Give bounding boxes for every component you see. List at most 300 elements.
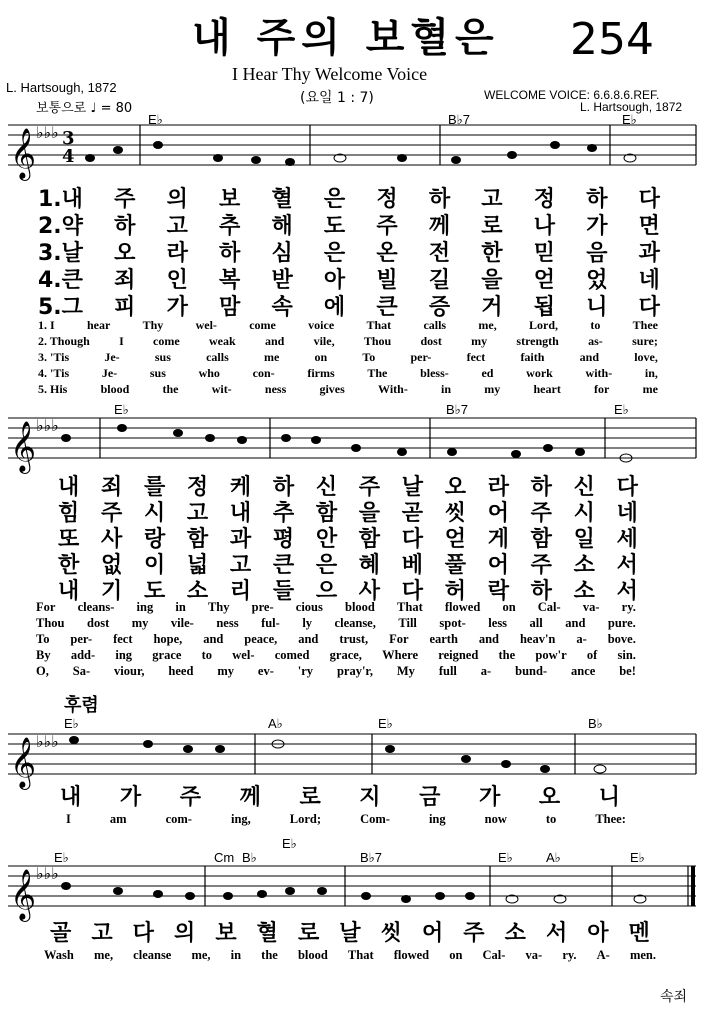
lyric-syllable: am — [109, 812, 127, 826]
lyric-syllable: sure; — [632, 334, 658, 348]
lyric-syllable: 허 — [444, 579, 466, 604]
lyric-syllable: 가 — [479, 785, 501, 810]
chord-symbol: Cm — [214, 850, 235, 865]
lyric-syllable: the — [498, 648, 516, 662]
lyric-syllable: 아 — [323, 268, 346, 293]
lyric-syllable: my — [484, 382, 501, 396]
lyric-syllable: strength — [516, 334, 559, 348]
lyric-syllable: 됩 — [533, 295, 555, 320]
english-verse-line — [38, 366, 658, 381]
lyric-syllable: and — [565, 616, 586, 630]
lyric-syllable: work — [526, 366, 553, 380]
lyric-syllable: con- — [252, 366, 275, 380]
lyric-syllable: 빌 — [376, 268, 398, 293]
lyric-syllable: add- — [70, 648, 96, 662]
lyric-syllable: 함 — [530, 527, 552, 552]
lyric-syllable: on — [314, 350, 328, 364]
lyric-syllable: 음 — [586, 241, 608, 266]
lyric-syllable: and — [298, 632, 319, 646]
lyric-syllable: 하 — [428, 187, 451, 212]
english-title: I Hear Thy Welcome Voice — [232, 64, 428, 84]
lyric-syllable: Lord, — [529, 318, 559, 332]
lyric-syllable: 소 — [186, 579, 209, 604]
svg-text:4: 4 — [62, 146, 75, 167]
lyric-syllable: 은 — [323, 187, 346, 212]
lyric-syllable: ing, — [230, 812, 251, 826]
lyric-syllable: The — [367, 366, 388, 380]
lyric-syllable: to — [201, 648, 213, 662]
chord-symbol: E♭ — [614, 402, 629, 417]
svg-text:𝄞: 𝄞 — [10, 737, 37, 788]
refrain-label: 후렴 — [64, 695, 99, 716]
chord-symbol: E♭ — [114, 402, 129, 417]
lyric-syllable: 가 — [166, 295, 188, 320]
chord-symbol: E♭ — [622, 112, 637, 127]
lyric-syllable: 정 — [186, 475, 209, 500]
lyric-syllable: per- — [410, 350, 432, 364]
lyric-syllable: 함 — [358, 527, 381, 552]
final-english-line — [44, 948, 656, 963]
composer-credit: L. Hartsough, 1872 — [580, 100, 683, 114]
lyric-syllable: 멘 — [628, 921, 650, 946]
lyric-syllable: Lord; — [289, 812, 322, 826]
lyric-syllable: 께 — [428, 214, 451, 239]
lyric-syllable: 날 — [401, 475, 424, 500]
lyric-syllable: 오 — [114, 241, 136, 266]
lyric-syllable: 사 — [358, 579, 381, 604]
svg-text:♭♭♭: ♭♭♭ — [36, 864, 59, 883]
lyric-syllable: grace, — [329, 648, 362, 662]
lyric-syllable: 랑 — [143, 527, 166, 552]
chord-symbol: B♭ — [242, 850, 257, 865]
lyric-syllable: blood — [100, 382, 130, 396]
lyric-syllable: and — [203, 632, 224, 646]
chord-symbol: B♭7 — [446, 402, 469, 417]
lyric-syllable: firms — [307, 366, 335, 380]
lyric-syllable: ry. — [562, 948, 577, 962]
lyric-syllable: 주 — [376, 214, 398, 239]
hymn-number: 254 — [570, 14, 654, 65]
lyric-syllable: 가 — [119, 785, 142, 810]
lyric-syllable: 이 — [143, 553, 166, 578]
lyric-syllable: bove. — [607, 632, 636, 646]
lyric-syllable: 주 — [358, 475, 381, 500]
lyric-syllable: pre- — [251, 600, 274, 614]
english-verse-line — [38, 334, 658, 349]
lyric-syllable: By — [36, 648, 51, 662]
lyric-syllable: 내 — [58, 579, 80, 604]
lyric-syllable: 을 — [358, 501, 381, 526]
lyric-syllable: comed — [274, 648, 310, 662]
lyric-syllable: blood — [345, 600, 375, 614]
lyric-syllable: 씻 — [380, 921, 402, 946]
lyric-syllable: 받 — [271, 268, 293, 293]
lyric-syllable: ness — [264, 382, 287, 396]
lyric-syllable: me — [642, 382, 658, 396]
lyric-syllable: 한 — [481, 241, 503, 266]
lyric-syllable: ev- — [257, 664, 274, 678]
lyric-syllable: Till — [398, 616, 417, 630]
lyric-syllable: 서 — [545, 921, 568, 946]
svg-text:𝄞: 𝄞 — [10, 421, 37, 472]
lyric-syllable: 풀 — [444, 553, 466, 578]
lyric-syllable: faith — [520, 350, 545, 364]
lyric-syllable: 지 — [359, 785, 381, 810]
english-verse-line — [38, 350, 658, 365]
chord-symbol: B♭ — [588, 716, 603, 731]
lyric-syllable: 혈 — [271, 187, 293, 212]
scripture-reference: (요일 1 : 7) — [300, 90, 374, 106]
lyric-syllable: on — [502, 600, 516, 614]
lyric-syllable: 고 — [166, 214, 188, 239]
lyric-syllable: heed — [168, 664, 194, 678]
lyric-syllable: 곧 — [401, 501, 424, 526]
lyric-syllable: 하 — [530, 475, 552, 500]
lyric-syllable: ful- — [261, 616, 280, 630]
lyric-syllable: 나 — [533, 214, 555, 239]
lyric-syllable: 시 — [573, 501, 595, 526]
lyric-syllable: Com- — [360, 812, 390, 826]
lyric-syllable: 소 — [504, 921, 526, 946]
lyric-syllable: 은 — [315, 553, 338, 578]
lyric-syllable: voice — [308, 318, 335, 332]
lyric-syllable: flowed — [393, 948, 430, 962]
english-verse-line — [36, 664, 636, 679]
lyric-syllable: calls — [206, 350, 229, 364]
lyric-syllable: me, — [93, 948, 114, 962]
lyric-syllable: ness — [216, 616, 239, 630]
lyric-syllable: 니 — [586, 295, 608, 320]
lyric-syllable: blood — [297, 948, 328, 962]
lyric-syllable: pow'r — [535, 648, 567, 662]
lyric-syllable: love, — [634, 350, 658, 364]
lyric-syllable: 오 — [444, 475, 466, 500]
english-verse-line — [38, 382, 658, 397]
lyric-syllable: heart — [533, 382, 561, 396]
lyric-syllable: 길 — [428, 268, 451, 293]
lyric-syllable: Cal- — [537, 600, 561, 614]
lyric-syllable: to — [545, 812, 557, 826]
lyric-syllable: 또 — [58, 527, 80, 552]
lyric-syllable: be! — [619, 664, 636, 678]
staff-system-3 — [8, 734, 696, 774]
lyric-syllable: less — [488, 616, 508, 630]
lyric-syllable: 1.내 — [38, 187, 83, 212]
lyric-syllable: 정 — [376, 187, 398, 212]
lyric-syllable: in, — [644, 366, 658, 380]
lyric-syllable: men. — [629, 948, 656, 962]
tempo-label: 보통으로 — [36, 101, 87, 116]
lyric-syllable: 다 — [132, 921, 154, 946]
lyric-syllable: 케 — [229, 475, 252, 500]
lyric-syllable: 죄 — [100, 475, 123, 500]
lyric-syllable: 하 — [530, 579, 552, 604]
refrain-korean-line — [60, 780, 620, 811]
lyric-syllable: 4. 'Tis — [38, 366, 70, 380]
chord-symbol: E♭ — [282, 836, 297, 851]
lyric-syllable: 어 — [487, 501, 509, 526]
lyric-syllable: 안 — [315, 527, 338, 552]
lyric-syllable: 다 — [401, 579, 424, 604]
lyric-syllable: ly — [302, 616, 313, 630]
lyric-syllable: who — [198, 366, 220, 380]
lyric-syllable: 서 — [616, 553, 638, 578]
chord-symbol: A♭ — [546, 850, 561, 865]
lyric-syllable: 추 — [219, 214, 241, 239]
lyric-syllable: 고 — [91, 921, 113, 946]
lyric-syllable: flowed — [444, 600, 481, 614]
lyric-syllable: 오 — [538, 785, 561, 810]
refrain-english-line — [66, 812, 626, 827]
lyric-syllable: vile, — [313, 334, 335, 348]
lyric-syllable: 죄 — [114, 268, 136, 293]
lyric-syllable: 으 — [315, 579, 338, 604]
lyric-syllable: ing — [115, 648, 133, 662]
lyric-syllable: to — [590, 318, 601, 332]
lyric-syllable: 주 — [463, 921, 485, 946]
lyric-syllable: 'ry — [297, 664, 314, 678]
svg-text:𝄞: 𝄞 — [10, 869, 37, 920]
lyric-syllable: with- — [585, 366, 613, 380]
lyric-syllable: 신 — [315, 475, 338, 500]
lyric-syllable: O, — [36, 664, 49, 678]
lyric-syllable: 라 — [166, 241, 188, 266]
lyric-syllable: With- — [378, 382, 408, 396]
lyric-syllable: come — [153, 334, 180, 348]
lyric-syllable: spot- — [439, 616, 466, 630]
lyric-syllable: ing — [136, 600, 154, 614]
lyric-syllable: 면 — [638, 214, 660, 239]
lyric-syllable: 하 — [272, 475, 295, 500]
english-verse-line — [38, 318, 658, 333]
lyric-syllable: 네 — [616, 501, 638, 526]
lyric-syllable: ed — [481, 366, 494, 380]
lyric-syllable: 내 — [58, 475, 80, 500]
tune-name: WELCOME VOICE: 6.6.8.6.REF. — [484, 88, 660, 102]
lyric-syllable: 로 — [481, 214, 503, 239]
lyric-syllable: vile- — [170, 616, 194, 630]
lyric-syllable: 고 — [229, 553, 252, 578]
lyric-syllable: fect — [113, 632, 133, 646]
lyric-syllable: viour, — [114, 664, 145, 678]
lyric-syllable: Wash — [44, 948, 74, 962]
lyric-syllable: sus — [154, 350, 171, 364]
chord-symbol: B♭7 — [360, 850, 383, 865]
chord-symbol: A♭ — [268, 716, 283, 731]
lyric-syllable: 리 — [229, 579, 252, 604]
chord-symbol: E♭ — [64, 716, 79, 731]
svg-text:♭♭♭: ♭♭♭ — [36, 732, 59, 751]
lyric-syllable: va- — [582, 600, 600, 614]
lyric-syllable: 믿 — [533, 241, 555, 266]
lyric-syllable: 4.큰 — [38, 268, 83, 293]
lyric-syllable: 세 — [616, 527, 638, 552]
lyric-syllable: 었 — [586, 268, 608, 293]
lyric-syllable: 다 — [616, 475, 638, 500]
lyric-syllable: Cal- — [482, 948, 506, 962]
lyric-syllable: 인 — [166, 268, 188, 293]
lyric-syllable: 씻 — [444, 501, 466, 526]
lyric-syllable: 들 — [272, 579, 295, 604]
lyric-syllable: va- — [525, 948, 543, 962]
tempo-value: ♩ = 80 — [90, 101, 133, 116]
lyric-syllable: 전 — [428, 241, 451, 266]
lyric-syllable: wit- — [211, 382, 232, 396]
lyric-syllable: 맘 — [219, 295, 241, 320]
lyric-syllable: gives — [319, 382, 345, 396]
lyric-syllable: 5.그 — [38, 295, 83, 320]
lyric-syllable: 심 — [271, 241, 293, 266]
svg-text:𝄞: 𝄞 — [10, 128, 37, 179]
english-verse-line — [36, 632, 636, 647]
lyric-syllable: 평 — [272, 527, 295, 552]
lyric-syllable: dost — [420, 334, 442, 348]
lyric-syllable: 아 — [587, 921, 609, 946]
chord-symbol: E♭ — [630, 850, 645, 865]
chord-symbol: E♭ — [498, 850, 513, 865]
lyricist-credit: L. Hartsough, 1872 — [6, 80, 117, 95]
lyric-syllable: per- — [70, 632, 93, 646]
lyric-syllable: sin. — [617, 648, 636, 662]
lyric-syllable: 함 — [186, 527, 209, 552]
lyric-syllable: A- — [596, 948, 610, 962]
lyric-syllable: 한 — [58, 553, 80, 578]
lyric-syllable: 기 — [100, 579, 123, 604]
lyric-syllable: weak — [208, 334, 236, 348]
lyric-syllable: cleanse — [133, 948, 172, 962]
lyric-syllable: Sa- — [72, 664, 91, 678]
lyric-syllable: 보 — [219, 187, 241, 212]
lyric-syllable: 께 — [239, 785, 261, 810]
lyric-syllable: bless- — [420, 366, 449, 380]
lyric-syllable: a- — [480, 664, 492, 678]
lyric-syllable: for — [594, 382, 610, 396]
lyric-syllable: 정 — [533, 187, 555, 212]
lyric-syllable: 라 — [487, 475, 509, 500]
lyric-syllable: Thy — [142, 318, 164, 332]
lyric-syllable: and — [579, 350, 599, 364]
lyric-syllable: 어 — [421, 921, 444, 946]
lyric-syllable: That — [347, 948, 374, 962]
lyric-syllable: 과 — [229, 527, 252, 552]
lyric-syllable: 큰 — [272, 553, 295, 578]
lyric-syllable: 금 — [419, 785, 441, 810]
lyric-syllable: dost — [87, 616, 110, 630]
lyric-syllable: me, — [191, 948, 211, 962]
lyric-syllable: hope, — [153, 632, 183, 646]
lyric-syllable: 보 — [215, 921, 237, 946]
lyric-syllable: 은 — [323, 241, 346, 266]
lyric-syllable: 하 — [114, 214, 136, 239]
lyric-syllable: pure. — [607, 616, 636, 630]
lyric-syllable: For — [389, 632, 409, 646]
lyric-syllable: sus — [149, 366, 166, 380]
lyric-syllable: 주 — [100, 501, 123, 526]
lyric-syllable: 고 — [481, 187, 503, 212]
lyric-syllable: me, — [478, 318, 497, 332]
lyric-syllable: 날 — [339, 921, 361, 946]
lyric-syllable: wel- — [232, 648, 255, 662]
lyric-syllable: my — [471, 334, 488, 348]
lyric-syllable: 내 — [229, 501, 252, 526]
lyric-syllable: heav'n — [519, 632, 556, 646]
lyric-syllable: That — [366, 318, 392, 332]
lyric-syllable: grace — [152, 648, 182, 662]
lyric-syllable: Where — [382, 648, 419, 662]
lyric-syllable: 내 — [60, 785, 82, 810]
lyric-syllable: 하 — [586, 187, 608, 212]
lyric-syllable: 서 — [616, 579, 638, 604]
lyric-syllable: 복 — [219, 268, 241, 293]
lyric-syllable: ing — [428, 812, 446, 826]
lyric-syllable: I — [66, 812, 71, 826]
lyric-syllable: 거 — [481, 295, 503, 320]
lyric-syllable: 해 — [271, 214, 293, 239]
lyric-syllable: 다 — [401, 527, 424, 552]
lyric-syllable: Je- — [101, 366, 118, 380]
lyric-syllable: come — [249, 318, 276, 332]
lyric-syllable: 도 — [143, 579, 166, 604]
lyric-syllable: 의 — [166, 187, 188, 212]
lyric-syllable: all — [529, 616, 543, 630]
lyric-syllable: 3.날 — [38, 241, 83, 266]
lyric-syllable: my — [217, 664, 234, 678]
lyric-syllable: Thou — [36, 616, 65, 630]
lyric-syllable: 피 — [114, 295, 136, 320]
lyric-syllable: ry. — [621, 600, 636, 614]
lyric-syllable: Thou — [363, 334, 392, 348]
chord-symbol: B♭7 — [448, 112, 471, 127]
lyric-syllable: 추 — [272, 501, 295, 526]
lyric-syllable: the — [162, 382, 179, 396]
lyric-syllable: For — [36, 600, 56, 614]
lyric-syllable: and — [264, 334, 285, 348]
svg-text:♭♭♭: ♭♭♭ — [36, 416, 59, 435]
lyric-syllable: bund- — [515, 664, 548, 678]
lyric-syllable: Thee: — [595, 812, 626, 826]
lyric-syllable: 넓 — [186, 553, 209, 578]
staff-system-4 — [8, 866, 696, 906]
lyric-syllable: 소 — [573, 553, 595, 578]
lyric-syllable: pray'r, — [336, 664, 373, 678]
staff-system-2 — [8, 418, 696, 458]
lyric-syllable: earth — [429, 632, 458, 646]
lyric-syllable: 속 — [271, 295, 293, 320]
lyric-syllable: cious — [295, 600, 323, 614]
lyric-syllable: 혈 — [256, 921, 278, 946]
lyric-syllable: 힘 — [58, 501, 80, 526]
lyric-syllable: 로 — [297, 921, 320, 946]
lyric-syllable: of — [586, 648, 598, 662]
lyric-syllable: 증 — [428, 295, 451, 320]
lyric-syllable: 일 — [573, 527, 595, 552]
korean-verse-line — [38, 290, 660, 321]
lyric-syllable: Thee — [632, 318, 658, 332]
lyric-syllable: a- — [576, 632, 587, 646]
lyric-syllable: I — [119, 334, 124, 348]
lyric-syllable: 시 — [143, 501, 166, 526]
lyric-syllable: com- — [165, 812, 192, 826]
lyric-syllable: Je- — [104, 350, 120, 364]
lyric-syllable: 주 — [530, 501, 552, 526]
english-verse-line — [36, 648, 636, 663]
lyric-syllable: 소 — [573, 579, 595, 604]
lyric-syllable: ance — [571, 664, 596, 678]
lyric-syllable: hear — [86, 318, 111, 332]
lyric-syllable: 다 — [638, 295, 660, 320]
category-label: 속죄 — [660, 989, 688, 1005]
lyric-syllable: To — [362, 350, 376, 364]
